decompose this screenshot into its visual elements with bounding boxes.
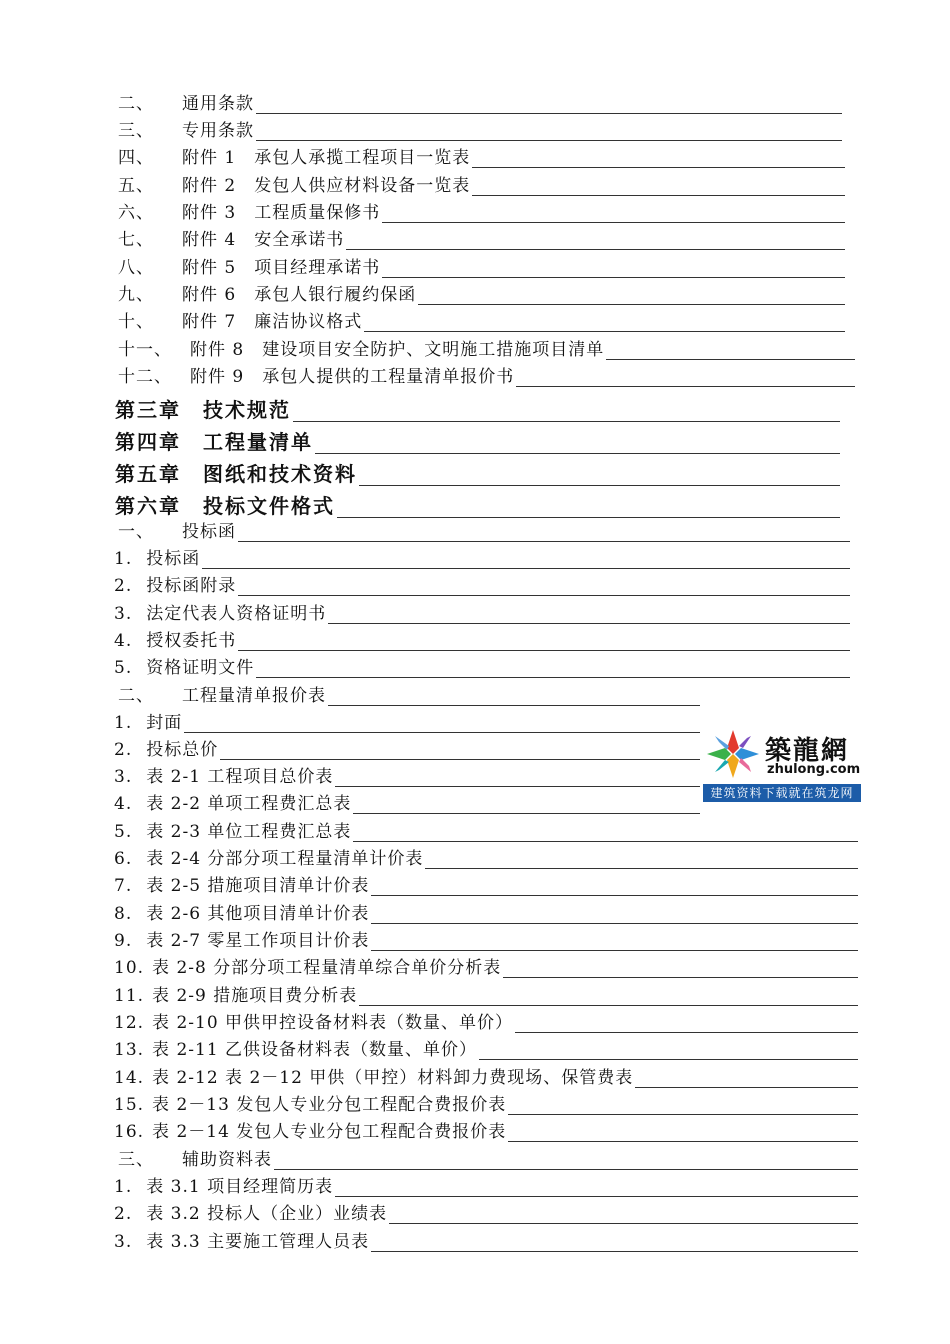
toc-entry-label: 图纸和技术资料: [203, 462, 357, 486]
leader-line: [328, 623, 850, 624]
toc-entry-label: 表 2-4 分部分项工程量清单计价表: [146, 849, 424, 869]
toc-entry-number: 2.: [114, 740, 133, 760]
toc-entry: [114, 849, 858, 869]
toc-entry-number: 4.: [114, 631, 133, 651]
toc-entry-number: 十、: [118, 312, 154, 332]
toc-entry-number: 十一、: [118, 340, 172, 360]
toc-entry: [114, 658, 850, 678]
leader-line: [256, 140, 842, 141]
toc-entry: [114, 1177, 858, 1197]
toc-entry-number: 七、: [118, 230, 154, 250]
leader-line: [364, 331, 845, 332]
toc-entry-number: 8.: [114, 904, 133, 924]
toc-entry-number: 三、: [118, 121, 154, 141]
toc-entry-label: 附件 7 廉洁协议格式: [182, 312, 363, 332]
leader-line: [479, 1059, 858, 1060]
toc-entry: [114, 822, 858, 842]
leader-line: [382, 222, 845, 223]
toc-entry-label: 投标文件格式: [203, 494, 335, 518]
toc-entry-number: 4.: [114, 794, 133, 814]
toc-entry-number: 三、: [118, 1150, 154, 1170]
toc-entry-number: 2.: [114, 576, 133, 596]
leader-line: [418, 304, 845, 305]
leader-line: [516, 386, 855, 387]
toc-entry-label: 表 3.2 投标人（企业）业绩表: [146, 1204, 388, 1224]
toc-entry-label: 投标函: [146, 549, 201, 569]
toc-entry-number: 2.: [114, 1204, 133, 1224]
toc-entry-number: 六、: [118, 203, 154, 223]
toc-entry: [114, 767, 700, 787]
toc-entry: [118, 258, 845, 278]
toc-entry-number: 二、: [118, 686, 154, 706]
toc-entry-label: 表 2-9 措施项目费分析表: [152, 986, 358, 1006]
toc-entry-number: 7.: [114, 876, 133, 896]
toc-entry-label: 技术规范: [203, 398, 291, 422]
logo-brand-cn: 築龍網: [765, 736, 850, 766]
leader-line: [274, 1169, 858, 1170]
leader-line: [371, 895, 858, 896]
toc-entry-label: 表 2-5 措施项目清单计价表: [146, 876, 370, 896]
toc-entry: [114, 1095, 858, 1115]
toc-entry: [118, 285, 845, 305]
toc-entry-label: 附件 6 承包人银行履约保函: [182, 285, 417, 305]
toc-entry: [118, 121, 842, 141]
leader-line: [389, 1223, 858, 1224]
toc-entry-number: 5.: [114, 658, 133, 678]
toc-entry: [114, 1122, 858, 1142]
leader-line: [606, 359, 855, 360]
leader-line: [184, 732, 700, 733]
leader-line: [220, 759, 700, 760]
leader-line: [635, 1087, 858, 1088]
toc-entry-label: 表 2-8 分部分项工程量清单综合单价分析表: [152, 958, 502, 978]
toc-entry-number: 11.: [114, 986, 145, 1006]
toc-entry: [118, 522, 850, 542]
toc-entry: [118, 203, 845, 223]
toc-entry-label: 附件 1 承包人承揽工程项目一览表: [182, 148, 471, 168]
toc-entry-label: 专用条款: [182, 121, 254, 141]
toc-entry: [114, 986, 858, 1006]
leader-line: [371, 950, 858, 951]
toc-entry-number: 1.: [114, 549, 133, 569]
toc-entry-label: 表 2-12 表 2－12 甲供（甲控）材料卸力费现场、保管费表: [152, 1068, 634, 1088]
toc-entry-number: 5.: [114, 822, 133, 842]
toc-entry-number: 四、: [118, 148, 154, 168]
toc-entry-number: 3.: [114, 767, 133, 787]
leader-line: [503, 977, 858, 978]
toc-entry-label: 表 2-1 工程项目总价表: [146, 767, 334, 787]
leader-line: [335, 1196, 858, 1197]
zhulong-watermark-logo: [703, 728, 861, 804]
toc-entry-number: 16.: [114, 1122, 145, 1142]
leader-line: [293, 421, 840, 422]
toc-entry: [114, 931, 858, 951]
toc-entry: [114, 1068, 858, 1088]
toc-entry-label: 授权委托书: [146, 631, 237, 651]
toc-entry-label: 附件 2 发包人供应材料设备一览表: [182, 176, 471, 196]
toc-entry-number: 第六章: [115, 494, 181, 518]
toc-entry-label: 工程量清单: [203, 430, 313, 454]
leader-line: [256, 113, 842, 114]
toc-entry-label: 投标函: [182, 522, 236, 542]
toc-entry-label: 封面: [146, 713, 183, 733]
toc-entry-number: 10.: [114, 958, 145, 978]
leader-line: [472, 195, 845, 196]
toc-entry-number: 9.: [114, 931, 133, 951]
toc-entry-label: 资格证明文件: [146, 658, 255, 678]
leader-line: [371, 923, 858, 924]
toc-entry-number: 13.: [114, 1040, 145, 1060]
logo-slogan: 建筑资料下载就在筑龙网: [703, 784, 861, 802]
leader-line: [353, 813, 700, 814]
toc-entry-label: 表 2-7 零星工作项目计价表: [146, 931, 370, 951]
leader-line: [256, 677, 850, 678]
toc-entry: [114, 1013, 858, 1033]
toc-entry: [114, 958, 858, 978]
toc-entry-label: 表 2-10 甲供甲控设备材料表（数量、单价）: [152, 1013, 514, 1033]
toc-entry: [118, 1150, 858, 1170]
leader-line: [238, 650, 850, 651]
leader-line: [315, 453, 840, 454]
leader-line: [238, 595, 850, 596]
toc-entry: [118, 686, 700, 706]
toc-entry-number: 1.: [114, 713, 133, 733]
leader-line: [328, 705, 700, 706]
toc-entry: [114, 794, 700, 814]
leader-line: [371, 1251, 858, 1252]
toc-entry: [118, 367, 855, 387]
toc-entry-number: 12.: [114, 1013, 145, 1033]
toc-entry-number: 15.: [114, 1095, 145, 1115]
toc-entry-label: 表 2-3 单位工程费汇总表: [146, 822, 352, 842]
toc-entry-label: 表 2-11 乙供设备材料表（数量、单价）: [152, 1040, 478, 1060]
toc-entry: [114, 1232, 858, 1252]
zhulong-logo-icon: [705, 728, 761, 780]
leader-line: [508, 1141, 858, 1142]
toc-entry-number: 第三章: [115, 398, 181, 422]
toc-entry-label: 附件 9 承包人提供的工程量清单报价书: [190, 367, 515, 387]
toc-entry-number: 1.: [114, 1177, 133, 1197]
toc-entry-number: 3.: [114, 604, 133, 624]
toc-entry-number: 二、: [118, 94, 154, 114]
toc-entry-number: 第五章: [115, 462, 181, 486]
toc-entry-label: 通用条款: [182, 94, 254, 114]
toc-entry: [118, 340, 855, 360]
toc-entry: [114, 604, 850, 624]
chapter-heading: [115, 430, 840, 454]
toc-entry-number: 第四章: [115, 430, 181, 454]
toc-entry-label: 工程量清单报价表: [182, 686, 326, 706]
toc-entry-number: 五、: [118, 176, 154, 196]
toc-entry: [118, 94, 842, 114]
leader-line: [359, 485, 840, 486]
toc-entry-number: 6.: [114, 849, 133, 869]
leader-line: [202, 568, 850, 569]
toc-entry: [114, 904, 858, 924]
toc-entry: [114, 876, 858, 896]
toc-entry: [114, 1040, 858, 1060]
toc-entry-label: 表 3.3 主要施工管理人员表: [146, 1232, 370, 1252]
toc-entry-label: 表 2-6 其他项目清单计价表: [146, 904, 370, 924]
toc-entry: [114, 713, 700, 733]
leader-line: [337, 517, 840, 518]
toc-entry: [114, 576, 850, 596]
toc-entry-number: 14.: [114, 1068, 145, 1088]
toc-entry: [118, 312, 845, 332]
toc-entry-label: 投标函附录: [146, 576, 237, 596]
toc-entry: [118, 148, 845, 168]
chapter-heading: [115, 462, 840, 486]
toc-entry-label: 投标总价: [146, 740, 219, 760]
toc-entry-number: 十二、: [118, 367, 172, 387]
leader-line: [515, 1032, 858, 1033]
leader-line: [353, 841, 858, 842]
leader-line: [382, 277, 845, 278]
toc-entry-number: 一、: [118, 522, 154, 542]
toc-entry-label: 表 2-2 单项工程费汇总表: [146, 794, 352, 814]
toc-entry-label: 辅助资料表: [182, 1150, 272, 1170]
leader-line: [238, 541, 850, 542]
toc-entry: [118, 176, 845, 196]
toc-entry-number: 九、: [118, 285, 154, 305]
toc-entry-label: 表 2－14 发包人专业分包工程配合费报价表: [152, 1122, 507, 1142]
logo-brand-en: zhulong.com: [767, 762, 861, 777]
toc-entry-label: 附件 4 安全承诺书: [182, 230, 345, 250]
chapter-heading: [115, 398, 840, 422]
toc-entry: [118, 230, 845, 250]
toc-entry-number: 八、: [118, 258, 154, 278]
leader-line: [335, 786, 700, 787]
toc-entry: [114, 740, 700, 760]
toc-entry-label: 附件 5 项目经理承诺书: [182, 258, 381, 278]
toc-entry-label: 表 2－13 发包人专业分包工程配合费报价表: [152, 1095, 507, 1115]
toc-entry: [114, 549, 850, 569]
toc-entry-label: 表 3.1 项目经理简历表: [146, 1177, 334, 1197]
leader-line: [359, 1005, 858, 1006]
leader-line: [425, 868, 858, 869]
leader-line: [346, 249, 845, 250]
toc-entry-label: 附件 8 建设项目安全防护、文明施工措施项目清单: [190, 340, 605, 360]
toc-entry-label: 法定代表人资格证明书: [146, 604, 327, 624]
toc-entry: [114, 1204, 858, 1224]
leader-line: [508, 1114, 858, 1115]
chapter-heading: [115, 494, 840, 518]
leader-line: [472, 167, 845, 168]
toc-entry-label: 附件 3 工程质量保修书: [182, 203, 381, 223]
toc-entry-number: 3.: [114, 1232, 133, 1252]
toc-entry: [114, 631, 850, 651]
